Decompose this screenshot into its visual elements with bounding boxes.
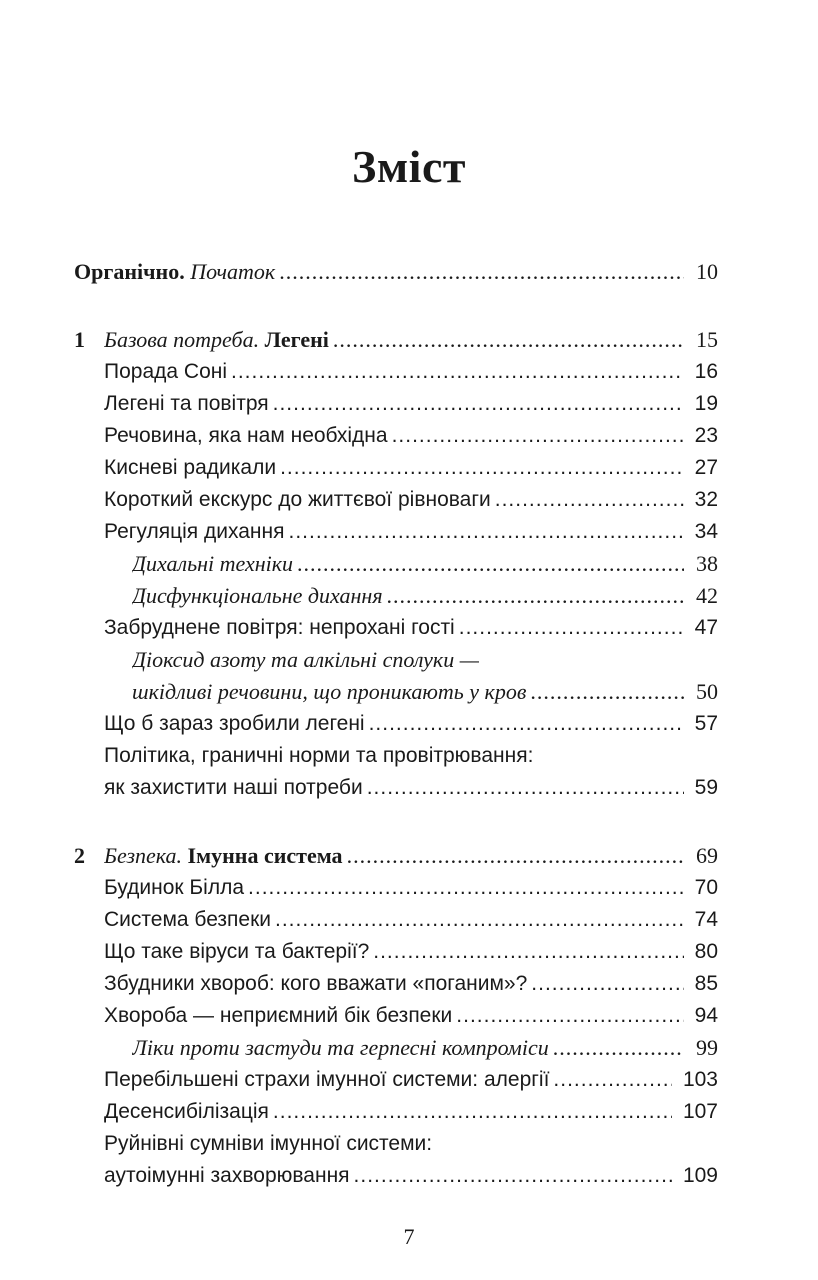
toc-entry — [0, 356, 818, 388]
toc-title-part: Політика, граничні норми та провітрювання: — [104, 744, 534, 767]
toc-entry — [0, 452, 818, 484]
toc-title-part: шкідливі речовини, що проникають у кров — [132, 679, 527, 704]
toc-title-part: Хвороба — неприємний бік безпеки — [104, 1004, 453, 1027]
toc-page-number: 50 — [696, 679, 718, 704]
toc-entry-title — [104, 872, 244, 904]
toc-entry-title — [132, 676, 526, 708]
dot-leader — [367, 772, 684, 804]
toc-entry-title — [104, 452, 276, 484]
chapter-number: 2 — [74, 843, 85, 868]
toc-entry — [0, 1128, 818, 1160]
toc-title-part: Регуляція дихання — [104, 520, 285, 543]
toc-entry — [0, 740, 818, 772]
dot-leader — [369, 708, 684, 740]
toc-title-part: Органічно. — [74, 259, 185, 284]
toc-page-number: 16 — [694, 360, 718, 383]
toc-entry-title — [104, 612, 455, 644]
dot-leader — [273, 388, 684, 420]
toc-title-part: Початок — [184, 259, 276, 284]
toc-entry-title — [104, 904, 271, 936]
toc-title-part: Будинок Білла — [104, 876, 245, 899]
dot-leader — [392, 420, 684, 452]
toc-page-number: 38 — [696, 551, 718, 576]
toc-entry — [0, 840, 818, 872]
toc-entry — [0, 1032, 818, 1064]
toc-title-part: Кисневі радикали — [104, 456, 277, 479]
toc-title-part: Перебільшені страхи імунної системи: алергії — [104, 1068, 550, 1091]
toc-entry-title — [104, 936, 369, 968]
dot-leader — [553, 1064, 672, 1096]
toc-entry-title — [104, 1096, 269, 1128]
dot-leader — [347, 840, 684, 872]
toc-page-number: 59 — [694, 776, 718, 799]
toc-title-part: Короткий екскурс до життєвої рівноваги — [104, 488, 491, 511]
dot-leader — [553, 1032, 684, 1064]
toc-title-part: як захистити наші потреби — [104, 776, 363, 799]
toc-page-number: 57 — [694, 712, 718, 735]
chapter-number: 1 — [74, 327, 85, 352]
toc-page-number: 27 — [694, 456, 718, 479]
toc-entry-title — [104, 516, 284, 548]
toc-title-part: Легені та повітря — [104, 392, 269, 415]
toc-entry — [0, 708, 818, 740]
toc-page-number: 42 — [696, 583, 718, 608]
toc-entry-title — [104, 1000, 452, 1032]
toc-entry — [0, 516, 818, 548]
dot-leader — [373, 936, 684, 968]
toc-page-number: 47 — [694, 616, 718, 639]
toc-entry — [0, 904, 818, 936]
toc-page-number: 70 — [694, 876, 718, 899]
toc-entry — [0, 872, 818, 904]
toc-entry-title — [104, 484, 491, 516]
toc-entry — [0, 936, 818, 968]
toc-entry — [0, 1000, 818, 1032]
dot-leader — [280, 452, 684, 484]
toc-entry — [0, 1160, 818, 1192]
toc-entry — [0, 612, 818, 644]
toc-page-number: 19 — [694, 392, 718, 415]
toc-entry-title — [132, 548, 293, 580]
toc-title-part: Збудники хвороб: кого вважати «поганим»? — [104, 972, 528, 995]
toc-entry-title — [104, 1064, 549, 1096]
toc-page-number: 80 — [694, 940, 718, 963]
dot-leader — [530, 676, 684, 708]
dot-leader — [354, 1160, 672, 1192]
toc-entry — [0, 484, 818, 516]
toc-page-number: 94 — [694, 1004, 718, 1027]
dot-leader — [456, 1000, 684, 1032]
toc-title-part: аутоімунні захворювання — [104, 1164, 350, 1187]
toc-page-number: 34 — [694, 520, 718, 543]
toc-entry-title — [132, 1032, 549, 1064]
dot-leader — [495, 484, 684, 516]
toc-entry-title — [104, 356, 227, 388]
toc-page-number: 99 — [696, 1035, 718, 1060]
dot-leader — [459, 612, 684, 644]
toc-entry-title — [104, 772, 363, 804]
dot-leader — [531, 968, 684, 1000]
toc-page-number: 23 — [694, 424, 718, 447]
toc-title-part: Руйнівні сумніви імунної системи: — [104, 1132, 433, 1155]
toc-entry — [0, 1064, 818, 1096]
toc-entry — [0, 388, 818, 420]
toc-title-part: Імунна система — [182, 843, 343, 868]
toc-page-number: 107 — [682, 1100, 718, 1123]
page-title: Зміст — [352, 141, 466, 192]
toc-entry-title — [74, 256, 275, 288]
dot-leader — [297, 548, 684, 580]
toc-title-part: Дисфункціональне дихання — [132, 583, 383, 608]
dot-leader — [279, 256, 684, 288]
toc-title-part: Легені — [259, 327, 329, 352]
toc-title-part: Система безпеки — [104, 908, 272, 931]
toc-entry — [0, 968, 818, 1000]
toc-entry-title — [104, 740, 533, 772]
toc-page-number: 85 — [694, 972, 718, 995]
toc-entry-title — [104, 388, 269, 420]
toc-entry — [0, 676, 818, 708]
toc-entry — [0, 324, 818, 356]
toc-title-part: Дихальні техніки — [132, 551, 294, 576]
toc-entry — [0, 256, 818, 288]
toc-entry-title — [104, 324, 329, 356]
dot-leader — [288, 516, 684, 548]
toc-page-number: 103 — [682, 1068, 718, 1091]
toc-entry — [0, 580, 818, 612]
dot-leader — [333, 324, 684, 356]
dot-leader — [248, 872, 684, 904]
toc-title-part: Що б зараз зробили легені — [104, 712, 365, 735]
toc-page-number: 69 — [696, 843, 718, 868]
toc-title-part: Безпека. — [104, 843, 183, 868]
toc-page-number: 32 — [694, 488, 718, 511]
toc-entry-title — [104, 1128, 432, 1160]
toc-entry-title — [104, 1160, 350, 1192]
toc-page-number: 74 — [694, 908, 718, 931]
toc-entry — [0, 772, 818, 804]
dot-leader — [273, 1096, 672, 1128]
toc-title-part: Речовина, яка нам необхідна — [104, 424, 388, 447]
toc-page-number: 10 — [696, 259, 718, 284]
toc-entry — [0, 644, 818, 676]
toc-entry-title — [104, 968, 527, 1000]
dot-leader — [275, 904, 684, 936]
toc-title-part: Порада Соні — [104, 360, 228, 383]
toc-entry — [0, 548, 818, 580]
toc-entry — [0, 1096, 818, 1128]
dot-leader — [387, 580, 684, 612]
toc-entry-title — [104, 708, 365, 740]
toc-entry-title — [104, 840, 343, 872]
page-number: 7 — [403, 1224, 415, 1249]
toc-entry-title — [132, 580, 383, 612]
toc-title-part: Базова потреба. — [104, 327, 260, 352]
toc-entry-title — [104, 420, 388, 452]
toc-page-number: 15 — [696, 327, 718, 352]
toc-page-number: 109 — [682, 1164, 718, 1187]
toc-title-part: Діоксид азоту та алкільні сполуки — — [132, 647, 480, 672]
toc-title-part: Що таке віруси та бактерії? — [104, 940, 370, 963]
toc-entry — [0, 420, 818, 452]
toc-title-part: Десенсибілізація — [104, 1100, 269, 1123]
toc-title-part: Ліки проти застуди та герпесні компроміси — [132, 1035, 549, 1060]
dot-leader — [231, 356, 684, 388]
toc-entry-title — [132, 644, 479, 676]
toc-title-part: Забруднене повітря: непрохані гості — [104, 616, 455, 639]
